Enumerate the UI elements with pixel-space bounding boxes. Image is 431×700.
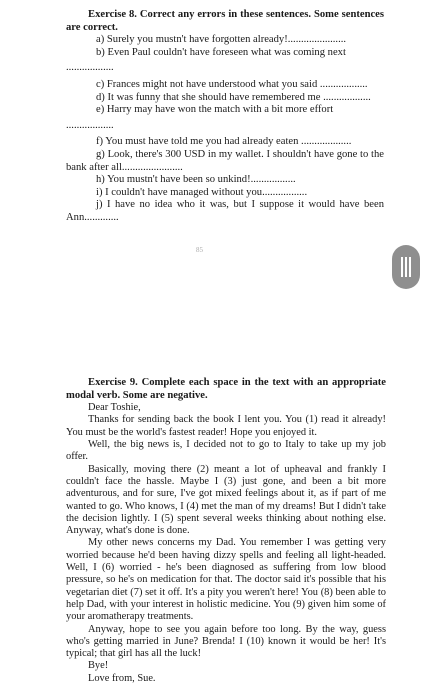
letter-signature: Love from, Sue. — [88, 672, 156, 684]
letter-paragraph: Thanks for sending back the book I lent you. You (1) read it already! You must be the world's fastest reader! Hope you enjoyed it. — [66, 414, 386, 438]
letter-closing: Bye! — [88, 660, 109, 672]
sentence-i: i) I couldn't have managed without you................. — [96, 186, 308, 198]
sentence-a: a) Surely you mustn't have forgotten already!...................... — [96, 34, 347, 46]
scroll-handle[interactable] — [392, 245, 420, 289]
sentence-d: d) It was funny that she should have remembered me .................. — [96, 91, 371, 103]
answer-line-b: .................. — [66, 62, 114, 74]
exercise-9 — [66, 377, 386, 685]
letter-paragraph: Basically, moving there (2) meant a lot of upheaval and frankly I couldn't face the hassle. Maybe I (3) just gone, and been a bit more adventurous, and for sure, I've got mixed feelings about it, as if part of me wanted to go. Who knows, I (4) met the man of my dreams! But I didn't take the decision lightly. I (5) spent several weeks thinking about nothing else. Anyway, what's done is done. — [66, 463, 386, 537]
sentence-f: f) You must have told me you had already eaten ................... — [96, 136, 352, 148]
exercise-8 — [66, 9, 384, 225]
sentence-b: b) Even Paul couldn't have foreseen what was coming next — [96, 46, 346, 58]
answer-line-e: .................. — [66, 119, 114, 131]
letter-paragraph: Anyway, hope to see you again before too long. By the way, guess who's getting married in June? Brenda! I (10) known it would be her! It's typical; that girl has all the luck! — [66, 623, 386, 660]
grip-line-icon — [405, 257, 407, 277]
grip-line-icon — [401, 257, 403, 277]
sentence-j: j) I have no idea who it was, but I suppose it would have been Ann............. — [66, 199, 384, 223]
exercise-8-title: Exercise 8. Correct any errors in these sentences. Some sentences are correct. — [66, 9, 384, 33]
sentence-g: g) Look, there's 300 USD in my wallet. I shouldn't have gone to the bank after all....................... — [66, 148, 384, 173]
letter-greeting: Dear Toshie, — [88, 402, 141, 414]
sentence-c: c) Frances might not have understood what you said .................. — [96, 78, 368, 90]
letter-paragraph: Well, the big news is, I decided not to go to Italy to take up my job offer. — [66, 439, 386, 463]
page-number: 85 — [196, 246, 203, 254]
letter-paragraph: My other news concerns my Dad. You remember I was getting very worried because he'd been having dizzy spells and feeling all light-headed. Well, I (6) worried - he's been diagnosed as suffering from low blood pressure, so he's on medication for that. The doctor said it's possible that his vegetarian diet (7) set it off. It's a pity you weren't here! You (8) been able to help Dad, with your interest in holistic medicine. You (9) given him some of your aromatherapy treatments. — [66, 537, 386, 623]
exercise-9-title: Exercise 9. Complete each space in the text with an appropriate modal verb. Some are negative. — [66, 377, 386, 401]
sentence-h: h) You mustn't have been so unkind!................. — [96, 174, 296, 186]
grip-line-icon — [409, 257, 411, 277]
sentence-e: e) Harry may have won the match with a bit more effort — [96, 104, 334, 116]
